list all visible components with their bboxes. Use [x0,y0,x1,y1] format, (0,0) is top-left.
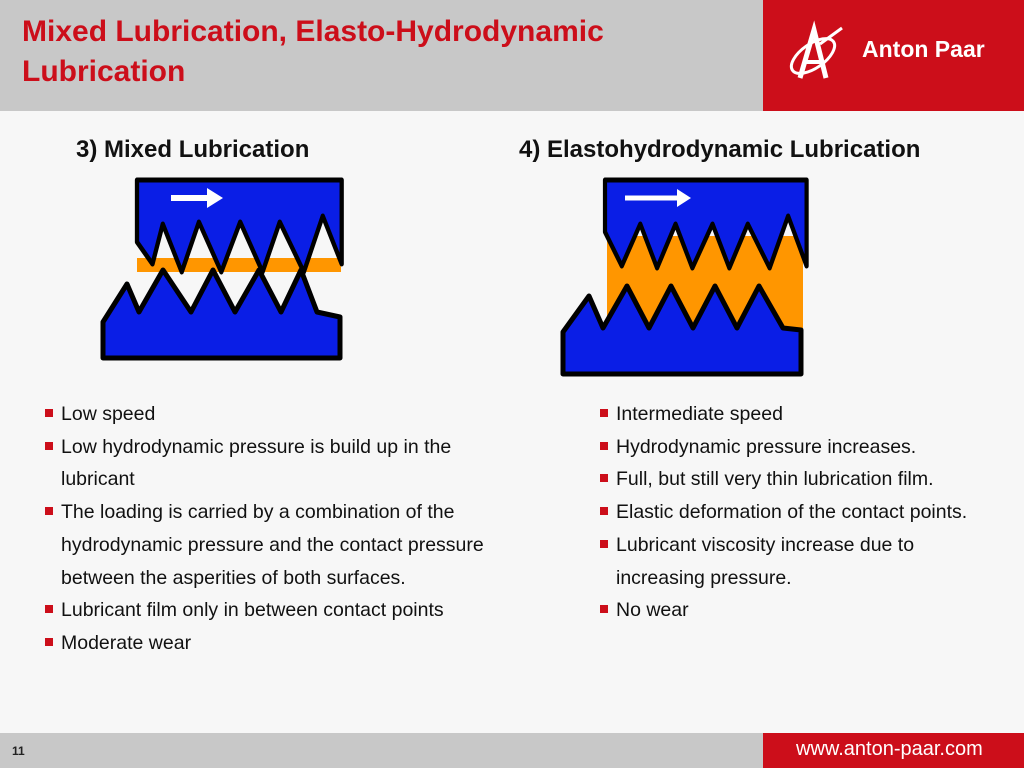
list-item: Low speed [44,398,514,431]
list-item: No wear [599,594,1019,627]
elastohydrodynamic-diagram [555,172,815,384]
list-item: Lubricant film only in between contact points [44,594,461,627]
list-item: Hydrodynamic pressure increases. [599,431,1019,464]
heading-mixed-lubrication: 3) Mixed Lubrication [76,136,310,163]
logo-text: Anton Paar [862,36,985,62]
list-item: Moderate wear [44,627,514,660]
anton-paar-logo-icon [780,20,850,88]
page-number: 11 [12,744,25,758]
mixed-lubrication-bullets [44,398,514,660]
lower-surface [103,270,340,358]
list-item: Lubricant viscosity increase due to increasing pressure. [599,529,991,594]
website-link[interactable]: www.anton-paar.com [796,738,983,760]
list-item: Elastic deformation of the contact points. [599,496,976,529]
footer-bar [0,733,763,768]
slide-title: Mixed Lubrication, Elasto-Hydrodynamic Lubrication [22,15,604,88]
list-item: Intermediate speed [599,398,1019,431]
list-item: Low hydrodynamic pressure is build up in the lubricant [44,431,491,496]
list-item: The loading is carried by a combination of the hydrodynamic pressure and the contact pressure between the asperities of both surfaces. [44,496,493,594]
mixed-lubrication-diagram [95,172,355,372]
elastohydrodynamic-bullets [599,398,1019,627]
lubricant-film [137,258,341,272]
heading-elastohydrodynamic-lubrication: 4) Elastohydrodynamic Lubrication [519,136,921,163]
list-item: Full, but still very thin lubrication film. [599,463,1019,496]
